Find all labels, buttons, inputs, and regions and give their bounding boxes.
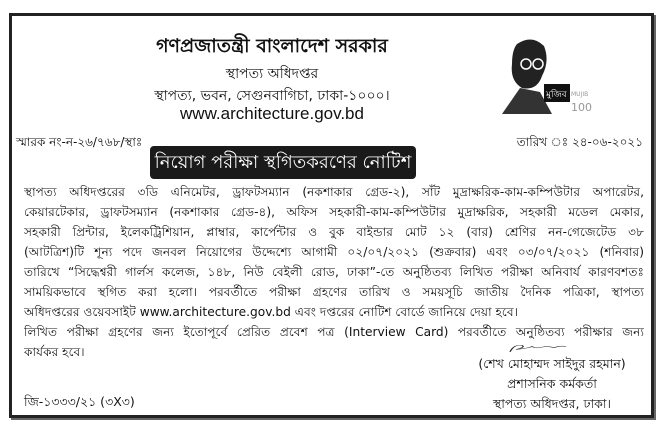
reference-number: জি-১৩৩৩/২১ (৩X৩) <box>24 394 135 409</box>
mujib-100-logo <box>482 36 592 116</box>
memo-number: স্মারক নং-ন-২৬/৭৬৮/স্থাঃ <box>16 135 143 149</box>
notice-frame <box>9 13 654 418</box>
body-line: অধিদপ্তরের ওয়েবসাইট www.architecture.gov.bd এবং দপ্তরের নোটিশ বোর্ডে জানিয়ে দেয়া হবে। <box>24 305 518 319</box>
svg-text:MUJIB: MUJIB <box>571 91 589 98</box>
address: স্থাপত্য, ভবন, সেগুনবাগিচা, ঢাকা-১০০০। <box>154 88 390 104</box>
department-name: স্থাপত্য অধিদপ্তর <box>225 66 319 82</box>
signatory-designation: প্রশাসনিক কর্মকর্তা <box>507 376 597 391</box>
signature-block <box>452 354 652 414</box>
signature-image <box>502 343 572 353</box>
body-line: কেয়ারটেকার, ড্রাফটসম্যান (নকশাকার গ্রেড-৪), অফিস সহকারী-কাম-কম্পিউটার মুদ্রাক্ষরিক, সহকারী মডেল মেকার, <box>24 205 644 219</box>
body-line: লিখিত পরীক্ষা গ্রহণের জন্য ইতোপূর্বে প্রেরিত প্রবেশ পত্র (Interview Card) পরবর্তীতে অনুষ্ঠিতব্য পরীক্ষার জন্য <box>24 325 644 339</box>
notice-body <box>24 182 644 362</box>
signatory-name: (শেখ মোহাম্মদ সাইদুর রহমান) <box>478 356 626 371</box>
signatory-office: স্থাপত্য অধিদপ্তর, ঢাকা। <box>493 396 611 411</box>
svg-text:মুজিব: মুজিব <box>546 90 567 100</box>
body-line: সহকারী প্রিন্টার, ইলেকট্রিশিয়ান, প্লাম্বার, কার্পেন্টার ও বুক বাইন্ডার মোট ১২ (বার) শ্রেণির নন-গেজেটেড ৩৮ <box>24 225 644 239</box>
body-line: সাময়িকভাবে স্থগিত করা হলো। পরবর্তীতে পরীক্ষা গ্রহণের তারিখ ও সময়সূচি জাতীয় দৈনিক পত্রিকা, স্থাপত্য <box>24 285 644 299</box>
website: www.architecture.gov.bd <box>180 104 364 123</box>
body-line: কার্যকর হবে। <box>24 345 85 359</box>
body-line: তারিখে “সিদ্ধেশ্বরী গার্লস কলেজ, ১৪৮, নিউ বেইলী রোড, ঢাকা”-তে অনুষ্ঠিতব্য লিখিত পরীক্ষা অনিবার্য কারণবশতঃ <box>24 265 644 279</box>
notice-title: নিয়োগ পরীক্ষা স্থগিতকরণের নোটিশ <box>150 146 416 179</box>
government-heading: গণপ্রজাতন্ত্রী বাংলাদেশ সরকার <box>156 35 388 57</box>
body-line: স্থাপত্য অধিদপ্তরের ৩ডি এনিমেটর, ড্রাফটসম্যান (নকশাকার গ্রেড-২), সাঁট মুদ্রাক্ষরিক-কাম-কম্পিউটার অপারেটর, <box>24 185 644 199</box>
body-line: (আটত্রিশ)টি শূন্য পদে জনবল নিয়োগের উদ্দেশ্যে আগামী ০২/০৭/২০২১ (শুক্রবার) এবং ০৩/০৭/২০২১ (শনিবার) <box>24 245 644 259</box>
svg-text:100: 100 <box>571 101 592 114</box>
memo-date: তারিখ ঃ ২৪-০৬-২০২১ <box>516 135 643 149</box>
